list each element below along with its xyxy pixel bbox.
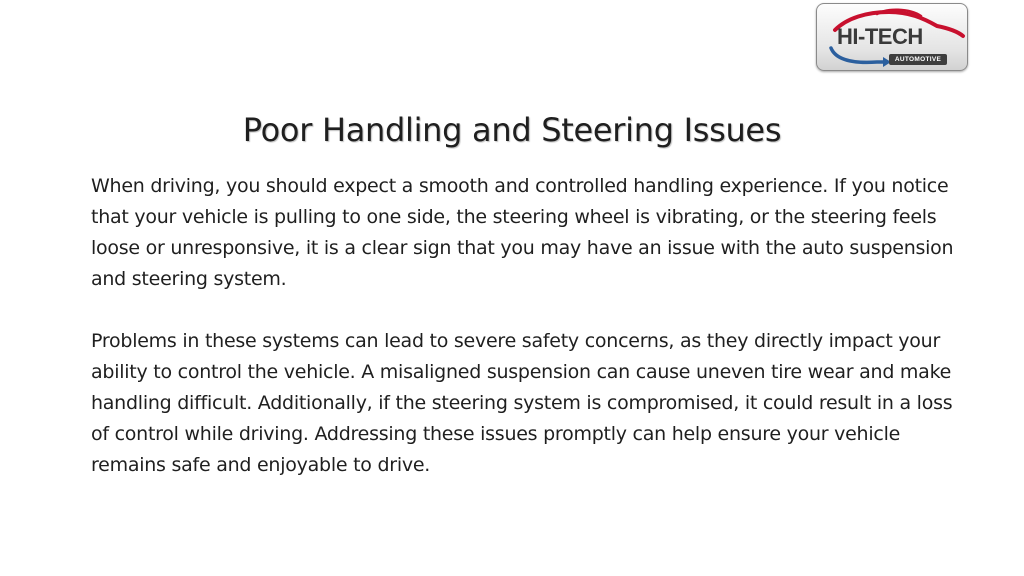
logo-wordmark: HI-TECH <box>837 24 923 49</box>
hi-tech-automotive-logo <box>816 3 968 71</box>
logo-subtext: AUTOMOTIVE <box>889 54 947 65</box>
slide-body <box>91 171 961 512</box>
paragraph-safety: Problems in these systems can lead to severe safety concerns, as they directly impact your ability to control the vehicle. A misaligned suspension can cause uneven tire wear and make handling difficult. Additionally, if the steering system is compromised, it could result in a loss of control while driving. Addressing these issues promptly can help ensure your vehicle remains safe and enjoyable to drive. <box>91 330 953 476</box>
slide-title: Poor Handling and Steering Issues <box>242 111 782 149</box>
paragraph-handling: When driving, you should expect a smooth and controlled handling experience. If you notice that your vehicle is pulling to one side, the steering wheel is vibrating, or the steering feels loose or unresponsive, it is a clear sign that you may have an issue with the auto suspension and steering system. <box>91 175 954 290</box>
